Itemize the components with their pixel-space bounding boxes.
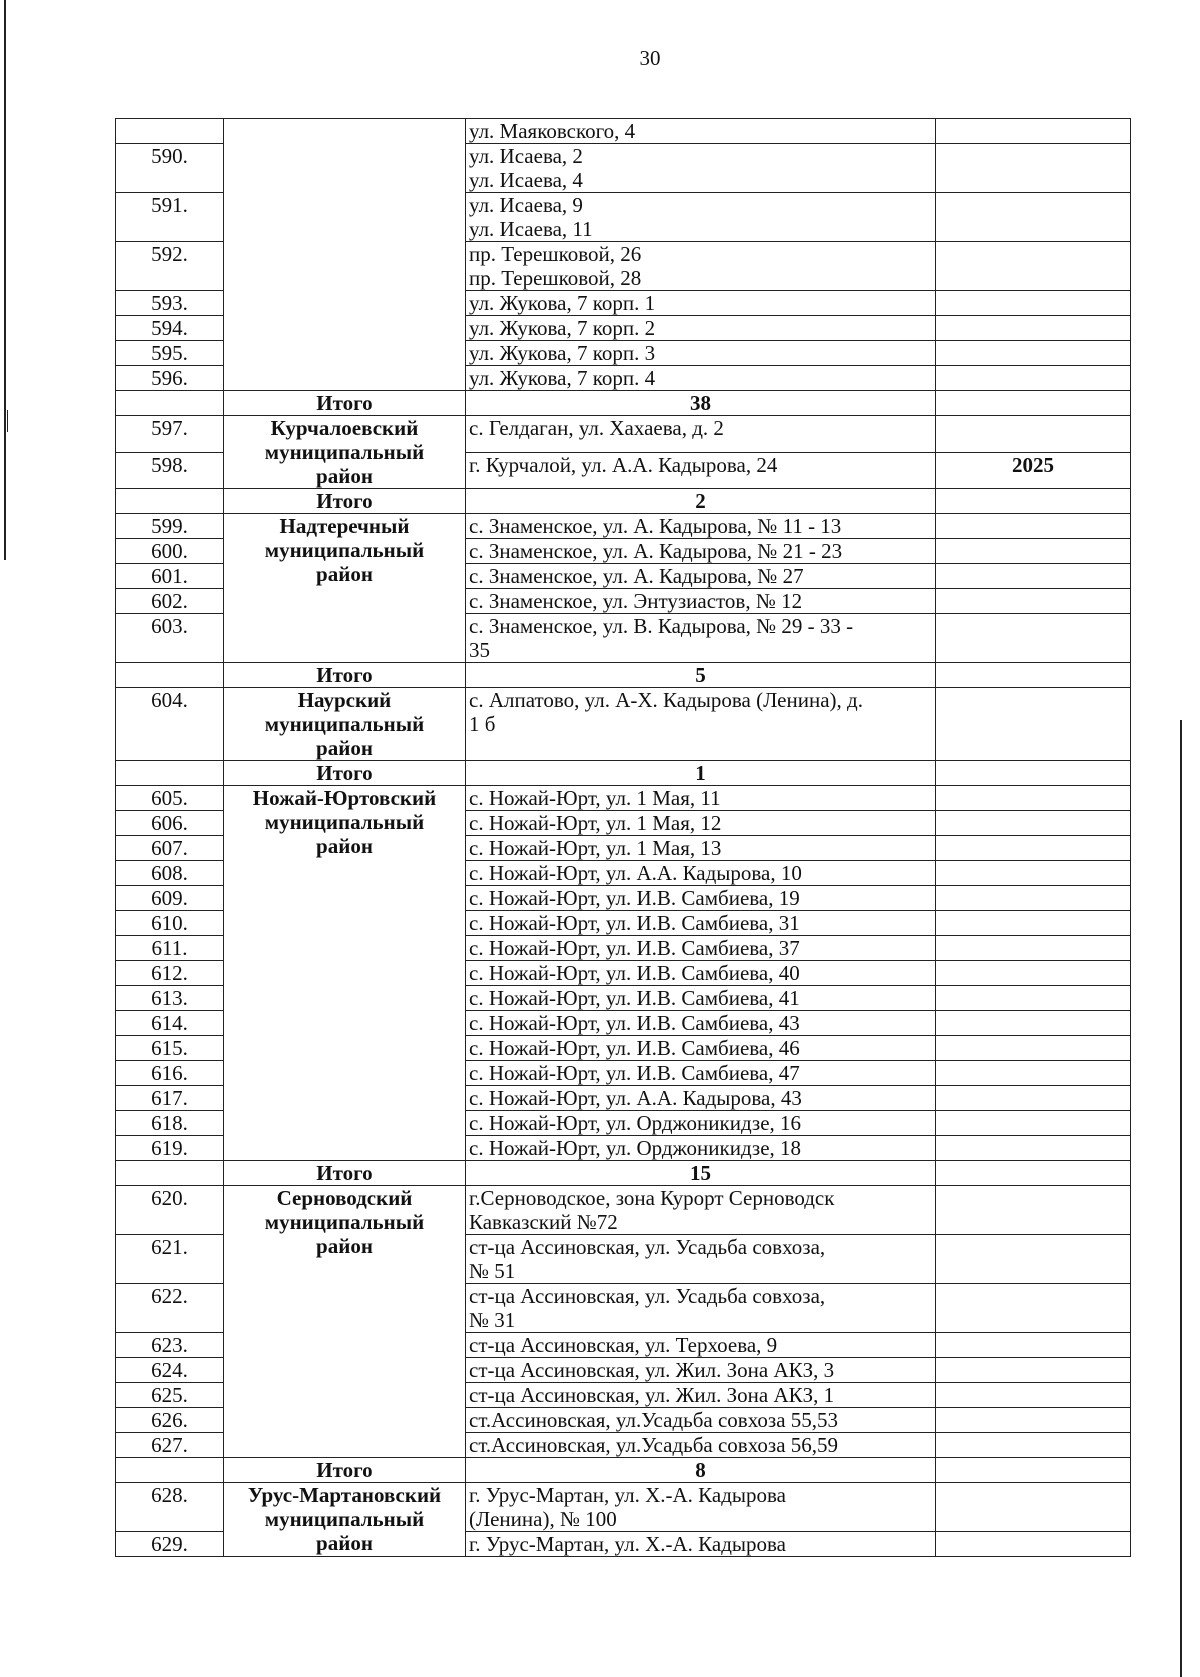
row-number: 613. <box>116 986 224 1011</box>
scan-edge-left <box>4 0 6 560</box>
year-cell: 2025 <box>936 452 1131 489</box>
page-number: 30 <box>639 46 661 70</box>
row-number: 591. <box>116 193 224 242</box>
year-cell <box>936 1284 1131 1333</box>
row-number: 614. <box>116 1011 224 1036</box>
total-value: 2 <box>466 489 936 514</box>
address: с. Ножай-Юрт, ул. И.В. Самбиева, 41 <box>466 986 936 1011</box>
address: с. Ножай-Юрт, ул. И.В. Самбиева, 31 <box>466 911 936 936</box>
row-number: 598. <box>116 452 224 489</box>
year-cell <box>936 1408 1131 1433</box>
total-row <box>116 391 1131 416</box>
year-cell <box>936 986 1131 1011</box>
year-cell <box>936 589 1131 614</box>
row-number: 594. <box>116 316 224 341</box>
table-body <box>116 119 1131 1557</box>
total-num-cell <box>116 663 224 688</box>
row-number: 593. <box>116 291 224 316</box>
year-cell <box>936 193 1131 242</box>
year-cell <box>936 786 1131 811</box>
row-number: 608. <box>116 861 224 886</box>
address: ст-ца Ассиновская, ул. Усадьба совхоза, № 51 <box>466 1235 936 1284</box>
year-cell <box>936 614 1131 663</box>
row-number: 625. <box>116 1383 224 1408</box>
total-value: 1 <box>466 761 936 786</box>
district-name: Наурский муниципальный район <box>224 688 466 761</box>
row-number: 599. <box>116 514 224 539</box>
year-cell <box>936 1235 1131 1284</box>
total-num-cell <box>116 761 224 786</box>
year-cell <box>936 961 1131 986</box>
address: ст-ца Ассиновская, ул. Жил. Зона АКЗ, 1 <box>466 1383 936 1408</box>
total-year-cell <box>936 1161 1131 1186</box>
address: с. Знаменское, ул. В. Кадырова, № 29 - 33 - 35 <box>466 614 936 663</box>
total-label: Итого <box>224 1161 466 1186</box>
address: ст.Ассиновская, ул.Усадьба совхоза 56,59 <box>466 1433 936 1458</box>
row-number: 619. <box>116 1136 224 1161</box>
address: с. Ножай-Юрт, ул. 1 Мая, 11 <box>466 786 936 811</box>
total-value: 38 <box>466 391 936 416</box>
total-year-cell <box>936 663 1131 688</box>
table-row <box>116 688 1131 761</box>
total-label: Итого <box>224 489 466 514</box>
address: ст-ца Ассиновская, ул. Усадьба совхоза, № 31 <box>466 1284 936 1333</box>
year-cell <box>936 811 1131 836</box>
total-label: Итого <box>224 1458 466 1483</box>
row-number: 622. <box>116 1284 224 1333</box>
row-number: 618. <box>116 1111 224 1136</box>
address: г. Урус-Мартан, ул. Х.-А. Кадырова (Ленина), № 100 <box>466 1483 936 1532</box>
total-row <box>116 761 1131 786</box>
row-number: 620. <box>116 1186 224 1235</box>
total-value: 8 <box>466 1458 936 1483</box>
row-number: 596. <box>116 366 224 391</box>
scan-edge-left-mark <box>7 410 8 432</box>
address: ст-ца Ассиновская, ул. Жил. Зона АКЗ, 3 <box>466 1358 936 1383</box>
total-year-cell <box>936 391 1131 416</box>
row-number: 602. <box>116 589 224 614</box>
year-cell <box>936 539 1131 564</box>
total-year-cell <box>936 489 1131 514</box>
table-row <box>116 514 1131 539</box>
district-name: Урус-Мартановский муниципальный район <box>224 1483 466 1557</box>
year-cell <box>936 564 1131 589</box>
row-number: 609. <box>116 886 224 911</box>
total-label: Итого <box>224 761 466 786</box>
address: пр. Терешковой, 26 пр. Терешковой, 28 <box>466 242 936 291</box>
year-cell <box>936 1358 1131 1383</box>
housing-table <box>115 118 1130 1557</box>
address: с. Ножай-Юрт, ул. А.А. Кадырова, 43 <box>466 1086 936 1111</box>
address: с. Ножай-Юрт, ул. Орджоникидзе, 16 <box>466 1111 936 1136</box>
year-cell <box>936 242 1131 291</box>
year-cell <box>936 861 1131 886</box>
row-number: 612. <box>116 961 224 986</box>
address: с. Знаменское, ул. А. Кадырова, № 27 <box>466 564 936 589</box>
row-number: 624. <box>116 1358 224 1383</box>
row-number: 623. <box>116 1333 224 1358</box>
address: г. Курчалой, ул. А.А. Кадырова, 24 <box>466 452 936 489</box>
year-cell <box>936 1061 1131 1086</box>
address: с. Ножай-Юрт, ул. И.В. Самбиева, 47 <box>466 1061 936 1086</box>
address: ул. Исаева, 2 ул. Исаева, 4 <box>466 144 936 193</box>
year-cell <box>936 688 1131 761</box>
table-row <box>116 1483 1131 1532</box>
total-num-cell <box>116 1458 224 1483</box>
row-number: 607. <box>116 836 224 861</box>
row-number: 629. <box>116 1532 224 1557</box>
year-cell <box>936 1186 1131 1235</box>
year-cell <box>936 416 1131 453</box>
total-label: Итого <box>224 663 466 688</box>
year-cell <box>936 936 1131 961</box>
address: ул. Жукова, 7 корп. 1 <box>466 291 936 316</box>
address: с. Ножай-Юрт, ул. Орджоникидзе, 18 <box>466 1136 936 1161</box>
district-name: Ножай-Юртовский муниципальный район <box>224 786 466 1161</box>
total-row <box>116 1161 1131 1186</box>
year-cell <box>936 911 1131 936</box>
district-name: Курчалоевский муниципальный район <box>224 416 466 489</box>
row-number: 615. <box>116 1036 224 1061</box>
row-number: 603. <box>116 614 224 663</box>
row-number: 595. <box>116 341 224 366</box>
year-cell <box>936 144 1131 193</box>
row-number: 597. <box>116 416 224 453</box>
row-number: 590. <box>116 144 224 193</box>
year-cell <box>936 1011 1131 1036</box>
year-cell <box>936 1333 1131 1358</box>
row-number: 605. <box>116 786 224 811</box>
year-cell <box>936 291 1131 316</box>
total-num-cell <box>116 489 224 514</box>
address: ул. Жукова, 7 корп. 3 <box>466 341 936 366</box>
address: с. Алпатово, ул. А-Х. Кадырова (Ленина), д. 1 б <box>466 688 936 761</box>
row-number: 617. <box>116 1086 224 1111</box>
table-row <box>116 119 1131 144</box>
address: г.Серноводское, зона Курорт Серноводск Кавказский №72 <box>466 1186 936 1235</box>
year-cell <box>936 119 1131 144</box>
year-cell <box>936 1136 1131 1161</box>
row-number: 606. <box>116 811 224 836</box>
row-number: 592. <box>116 242 224 291</box>
row-number: 628. <box>116 1483 224 1532</box>
address: с. Знаменское, ул. Энтузиастов, № 12 <box>466 589 936 614</box>
row-number: 627. <box>116 1433 224 1458</box>
year-cell <box>936 514 1131 539</box>
address: с. Ножай-Юрт, ул. И.В. Самбиева, 46 <box>466 1036 936 1061</box>
year-cell <box>936 1086 1131 1111</box>
year-cell <box>936 1111 1131 1136</box>
row-number: 616. <box>116 1061 224 1086</box>
total-num-cell <box>116 1161 224 1186</box>
address: с. Ножай-Юрт, ул. И.В. Самбиева, 40 <box>466 961 936 986</box>
total-num-cell <box>116 391 224 416</box>
address: с. Ножай-Юрт, ул. И.В. Самбиева, 37 <box>466 936 936 961</box>
row-number: 600. <box>116 539 224 564</box>
total-row <box>116 489 1131 514</box>
total-year-cell <box>936 761 1131 786</box>
row-number: 611. <box>116 936 224 961</box>
year-cell <box>936 1483 1131 1532</box>
year-cell <box>936 836 1131 861</box>
total-row <box>116 663 1131 688</box>
row-number: 626. <box>116 1408 224 1433</box>
total-row <box>116 1458 1131 1483</box>
district-name <box>224 119 466 391</box>
scan-edge-right <box>1180 720 1182 1677</box>
address: с. Ножай-Юрт, ул. И.В. Самбиева, 43 <box>466 1011 936 1036</box>
address: с. Знаменское, ул. А. Кадырова, № 11 - 13 <box>466 514 936 539</box>
address: с. Гелдаган, ул. Хахаева, д. 2 <box>466 416 936 453</box>
year-cell <box>936 1036 1131 1061</box>
row-number: 621. <box>116 1235 224 1284</box>
table-row <box>116 786 1131 811</box>
address: с. Ножай-Юрт, ул. И.В. Самбиева, 19 <box>466 886 936 911</box>
year-cell <box>936 1383 1131 1408</box>
year-cell <box>936 1433 1131 1458</box>
address: ст.Ассиновская, ул.Усадьба совхоза 55,53 <box>466 1408 936 1433</box>
table-row <box>116 1186 1131 1235</box>
address: с. Ножай-Юрт, ул. А.А. Кадырова, 10 <box>466 861 936 886</box>
total-value: 15 <box>466 1161 936 1186</box>
address: ул. Жукова, 7 корп. 4 <box>466 366 936 391</box>
address: с. Ножай-Юрт, ул. 1 Мая, 13 <box>466 836 936 861</box>
total-value: 5 <box>466 663 936 688</box>
row-number: 610. <box>116 911 224 936</box>
row-number: 601. <box>116 564 224 589</box>
address: с. Знаменское, ул. А. Кадырова, № 21 - 23 <box>466 539 936 564</box>
total-label: Итого <box>224 391 466 416</box>
address: ул. Маяковского, 4 <box>466 119 936 144</box>
year-cell <box>936 886 1131 911</box>
year-cell <box>936 1532 1131 1557</box>
district-name: Серноводский муниципальный район <box>224 1186 466 1458</box>
row-number: 604. <box>116 688 224 761</box>
year-cell <box>936 316 1131 341</box>
row-number <box>116 119 224 144</box>
address: ул. Жукова, 7 корп. 2 <box>466 316 936 341</box>
address: г. Урус-Мартан, ул. Х.-А. Кадырова <box>466 1532 936 1557</box>
address: с. Ножай-Юрт, ул. 1 Мая, 12 <box>466 811 936 836</box>
year-cell <box>936 341 1131 366</box>
total-year-cell <box>936 1458 1131 1483</box>
address: ст-ца Ассиновская, ул. Терхоева, 9 <box>466 1333 936 1358</box>
year-cell <box>936 366 1131 391</box>
address: ул. Исаева, 9 ул. Исаева, 11 <box>466 193 936 242</box>
table-row <box>116 416 1131 453</box>
district-name: Надтеречный муниципальный район <box>224 514 466 663</box>
